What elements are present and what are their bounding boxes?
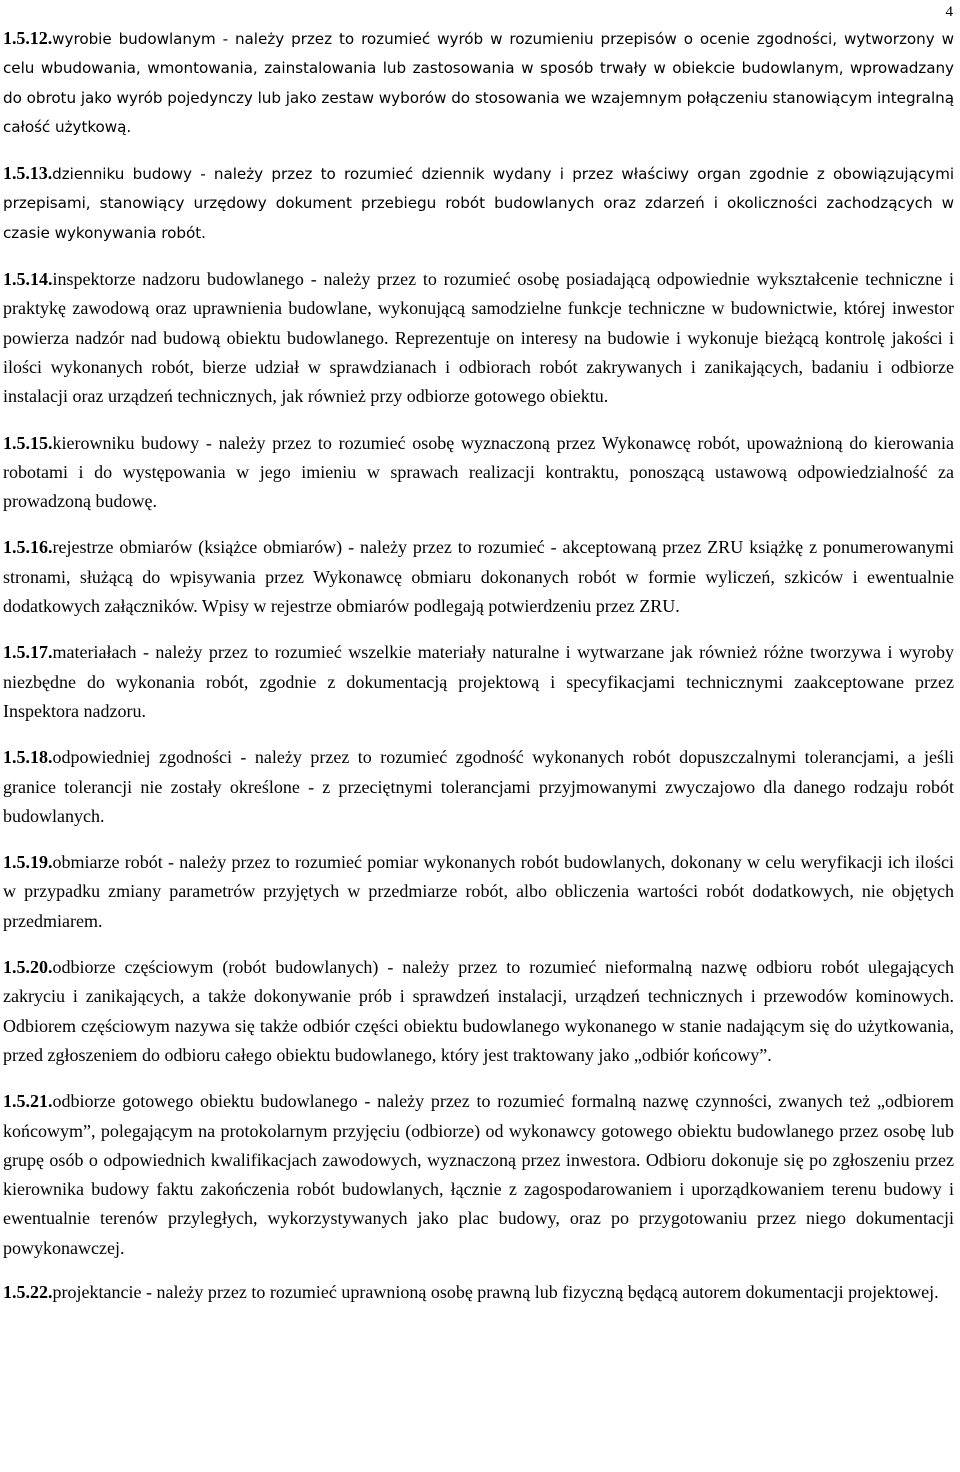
definition-1-5-14 (3, 265, 954, 411)
definition-1-5-20 (3, 953, 954, 1070)
definition-text: materiałach - należy przez to rozumieć wszelkie materiały naturalne i wytwarzane jak również różne tworzywa i wyroby niezbędne do wykonania robót, zgodnie z dokumentacją projektową i specyfikacjami technicznymi zaakceptowane przez Inspektora nadzoru. (3, 642, 954, 721)
definition-1-5-22 (3, 1280, 954, 1304)
definition-number: 1.5.19. (3, 852, 53, 873)
definition-text: rejestrze obmiarów (książce obmiarów) - należy przez to rozumieć - akceptowaną przez ZRU książkę z ponumerowanymi stronami, służącą do wpisywania przez Wykonawcę obmiaru dokonanych robót w formie wyliczeń, szkiców i ewentualnie dodatkowych załączników. Wpisy w rejestrze obmiarów podlegają potwierdzeniu przez ZRU. (3, 537, 954, 617)
definition-number: 1.5.15. (3, 432, 53, 453)
definition-1-5-13 (3, 159, 954, 248)
definition-1-5-21 (3, 1087, 954, 1263)
definition-1-5-17 (3, 638, 954, 726)
definition-number: 1.5.20. (3, 957, 53, 978)
definition-text: kierowniku budowy - należy przez to rozumieć osobę wyznaczoną przez Wykonawcę robót, upoważnioną do kierowania robotami i do występowania w jego imieniu w sprawach realizacji kontraktu, ponoszącą ustawową odpowiedzialność za prowadzoną budowę. (3, 432, 954, 512)
definition-text: projektancie - należy przez to rozumieć uprawnioną osobę prawną lub fizyczną będącą autorem dokumentacji projektowej. (52, 1281, 939, 1302)
definition-1-5-18 (3, 743, 954, 831)
definition-text: odbiorze częściowym (robót budowlanych) - należy przez to rozumieć nieformalną nazwę odbioru robót ulegających zakryciu i zanikających, a także dokonywanie prób i sprawdzeń instalacji, urządzeń technicznych i przewodów kominowych. Odbiorem częściowym nazywa się także odbiór części obiektu budowlanego wykonanego w stanie nadającym się do użytkowania, przed zgłoszeniem do odbioru całego obiektu budowlanego, który jest traktowany jako „odbiór końcowy”. (3, 957, 954, 1065)
definition-text: wyrobie budowlanym - należy przez to rozumieć wyrób w rozumieniu przepisów o ocenie zgodności, wytworzony w celu wbudowania, wmontowania, zainstalowania lub zastosowania w sposób trwały w obiekcie budowlanym, wprowadzany do obrotu jako wyrób pojedynczy lub jako zestaw wyborów do stosowania we wzajemnym połączeniu stanowiącym integralną całość użytkową. (3, 30, 954, 136)
definition-number: 1.5.13. (3, 163, 53, 184)
definition-1-5-19 (3, 848, 954, 936)
definition-text: dzienniku budowy - należy przez to rozumieć dziennik wydany i przez właściwy organ zgodnie z obowiązującymi przepisami, stanowiący urzędowy dokument przebiegu robót budowlanych oraz zdarzeń i okoliczności zachodzących w czasie wykonywania robót. (3, 165, 954, 242)
definition-number: 1.5.14. (3, 269, 53, 290)
definition-number: 1.5.18. (3, 747, 53, 768)
definition-text: odpowiedniej zgodności - należy przez to rozumieć zgodność wykonanych robót dopuszczalnymi tolerancjami, a jeśli granice tolerancji nie zostały określone - z przeciętnymi tolerancjami przyjmowanymi zwyczajowo dla danego rodzaju robót budowlanych. (3, 747, 954, 826)
definition-number: 1.5.21. (3, 1091, 53, 1112)
definition-1-5-15 (3, 429, 954, 517)
definition-text: odbiorze gotowego obiektu budowlanego - należy przez to rozumieć formalną nazwę czynności, zwanych też „odbiorem końcowym”, polegającym na protokolarnym przyjęciu (odbiorze) od wykonawcy gotowego obiektu budowlanego przez osobę lub grupę osób o odpowiednich kwalifikacjach zawodowych, wyznaczoną przez inwestora. Odbioru dokonuje się po zgłoszeniu przez kierownika budowy faktu zakończenia robót budowlanych, łącznie z zagospodarowaniem i uporządkowaniem terenu budowy i ewentualnie terenów przyległych, wykorzystywanych jako plac budowy, oraz po przygotowaniu przez niego dokumentacji powykonawczej. (3, 1091, 954, 1258)
definition-1-5-16 (3, 533, 954, 621)
definition-text: obmiarze robót - należy przez to rozumieć pomiar wykonanych robót budowlanych, dokonany w celu weryfikacji ich ilości w przypadku zmiany parametrów przyjętych w przedmiarze robót, albo obliczenia wartości robót dodatkowych, nie objętych przedmiarem. (3, 852, 954, 931)
definition-number: 1.5.12. (3, 28, 53, 48)
page-number: 4 (945, 4, 953, 20)
definition-1-5-12 (3, 24, 954, 142)
definition-number: 1.5.17. (3, 642, 53, 663)
definition-text: inspektorze nadzoru budowlanego - należy przez to rozumieć osobę posiadającą odpowiednie wykształcenie techniczne i praktykę zawodową oraz uprawnienia budowlane, wykonującą samodzielne funkcje techniczne w budownictwie, której inwestor powierza nadzór nad budową obiektu budowlanego. Reprezentuje on interesy na budowie i wykonuje bieżącą kontrolę jakości i ilości wykonanych robót, bierze udział w sprawdzianach i odbiorach robót zakrywanych i zanikających, badaniu i odbiorze instalacji oraz urządzeń technicznych, jak również przy odbiorze gotowego obiektu. (3, 269, 954, 407)
definition-number: 1.5.22. (3, 1281, 53, 1302)
definition-number: 1.5.16. (3, 537, 53, 558)
